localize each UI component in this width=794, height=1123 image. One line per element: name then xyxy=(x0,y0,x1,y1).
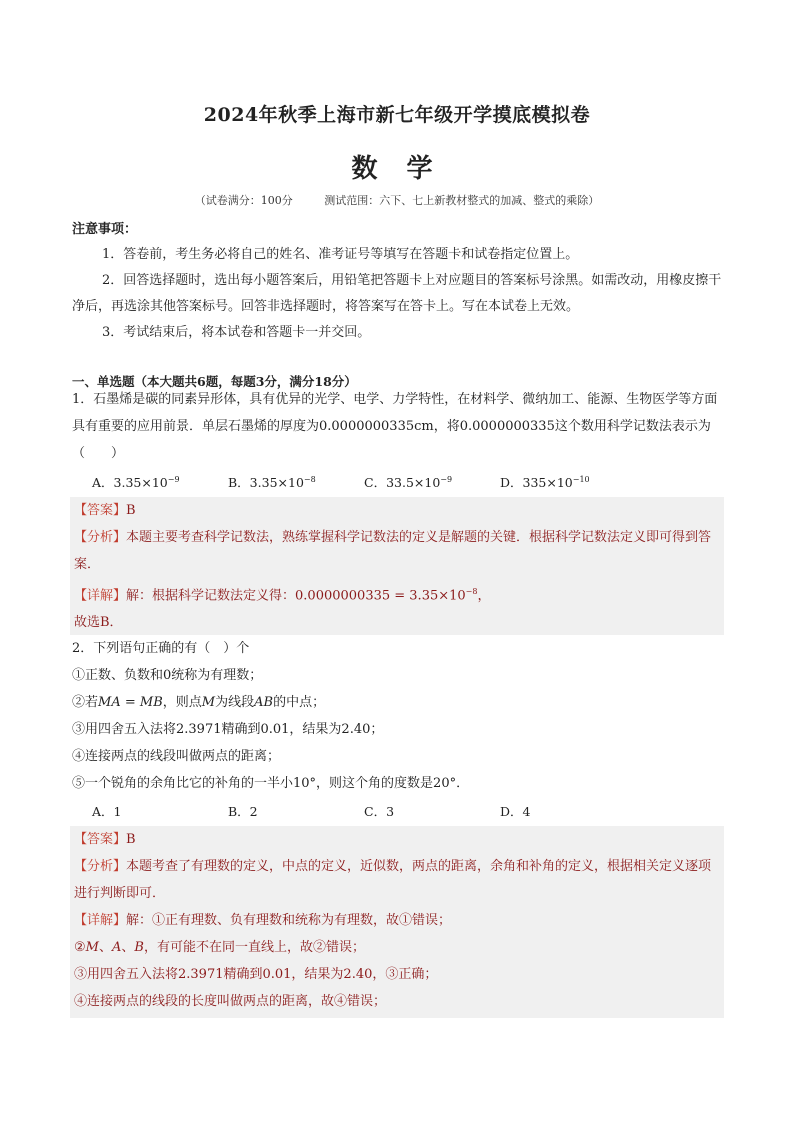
q1-option-d: D．$335\times 10^{-10}$ xyxy=(500,474,590,490)
q2-option-d: D．4 xyxy=(500,804,531,819)
q2-option-a: A．1 xyxy=(92,804,122,819)
notice-item-3: 3．考试结束后，将本试卷和答题卡一并交回。 xyxy=(102,325,371,340)
q2-stem: 2．下列语句正确的有（ ）个 xyxy=(72,641,250,656)
notice-heading: 注意事项： xyxy=(72,222,138,237)
q1-answer: 【答案】B xyxy=(74,503,136,518)
q2-statement-2: ②若MA = MB，则点M为线段AB的中点； xyxy=(72,695,326,710)
q1-conclusion: 故选B． xyxy=(74,615,123,631)
section-heading: 一、单选题（本大题共6题，每题3分，满分18分） xyxy=(72,374,357,389)
subject-title: 数 学 xyxy=(351,154,443,184)
q2-detail-1: 【详解】解：①正有理数、负有理数和统称为有理数，故①错误； xyxy=(74,913,452,928)
q2-option-b: B．2 xyxy=(228,804,258,819)
notice-item-1: 1．答卷前，考生务必将自己的姓名、准考证号等填写在答题卡和试卷指定位置上。 xyxy=(102,247,579,262)
q2-statement-5: ⑤一个锐角的余角比它的补角的一半小10°，则这个角的度数是20°． xyxy=(72,776,470,791)
exam-info xyxy=(0,192,794,208)
q1-option-b: B．$3.35\times 10^{-8}$ xyxy=(228,474,316,490)
q2-detail-4: ④连接两点的线段的长度叫做两点的距离，故④错误； xyxy=(74,994,387,1009)
exam-title: 2024年秋季上海市新七年级开学摸底模拟卷 xyxy=(203,104,591,126)
question-1-options xyxy=(92,473,732,491)
score-info: （试卷满分：100分 xyxy=(194,194,293,207)
q2-statement-1: ①正数、负数和0统称为有理数； xyxy=(72,668,263,683)
notice-item-2: 2．回答选择题时，选出每小题答案后，用铅笔把答题卡上对应题目的答案标号涂黑。如需改动，用橡皮擦干净后，再选涂其他答案标号。回答非选择题时，将答案写在答卡上。写在本试卷上无效。 xyxy=(72,273,722,314)
q2-option-c: C．3 xyxy=(364,804,395,819)
notice-list xyxy=(72,242,724,346)
q2-solution-box xyxy=(70,826,724,1018)
q2-detail-2: ②M、A、B，有可能不在同一直线上，故②错误； xyxy=(74,940,365,955)
q1-option-c: C．$33.5\times 10^{-9}$ xyxy=(364,474,453,490)
q2-statement-3: ③用四舍五入法将2.3971精确到0.01，结果为2.40； xyxy=(72,722,384,737)
q1-solution-box xyxy=(70,497,724,635)
q1-detail: 【详解】解：根据科学记数法定义得：$0.0000000335 = 3.35\times 10^{-8}$， xyxy=(74,587,491,604)
q1-option-a: A．$3.35\times 10^{-9}$ xyxy=(92,474,180,490)
question-2-options xyxy=(92,802,732,820)
scope-info: 测试范围：六下、七上新教材整式的加减、整式的乘除） xyxy=(324,194,600,207)
q1-analysis: 【分析】本题主要考查科学记数法，熟练掌握科学记数法的定义是解题的关键．根据科学记数法定义即可得到答案． xyxy=(74,530,712,572)
question-1-stem: 1．石墨烯是碳的同素异形体，具有优异的光学、电学、力学特性，在材料学、微纳加工、能源、生物医学等方面具有重要的应用前景．单层石墨烯的厚度为0.0000000335cm，将0.0000000335这个数用科学记数法表示为（ ） xyxy=(72,392,718,461)
q2-statement-4: ④连接两点的线段叫做两点的距离； xyxy=(72,749,281,764)
q2-analysis: 【分析】本题考查了有理数的定义，中点的定义，近似数，两点的距离，余角和补角的定义，根据相关定义逐项进行判断即可． xyxy=(74,859,712,901)
q2-answer: 【答案】B xyxy=(74,832,136,847)
q2-detail-3: ③用四舍五入法将2.3971精确到0.01，结果为2.40，③正确； xyxy=(74,967,438,982)
question-2 xyxy=(72,635,724,797)
